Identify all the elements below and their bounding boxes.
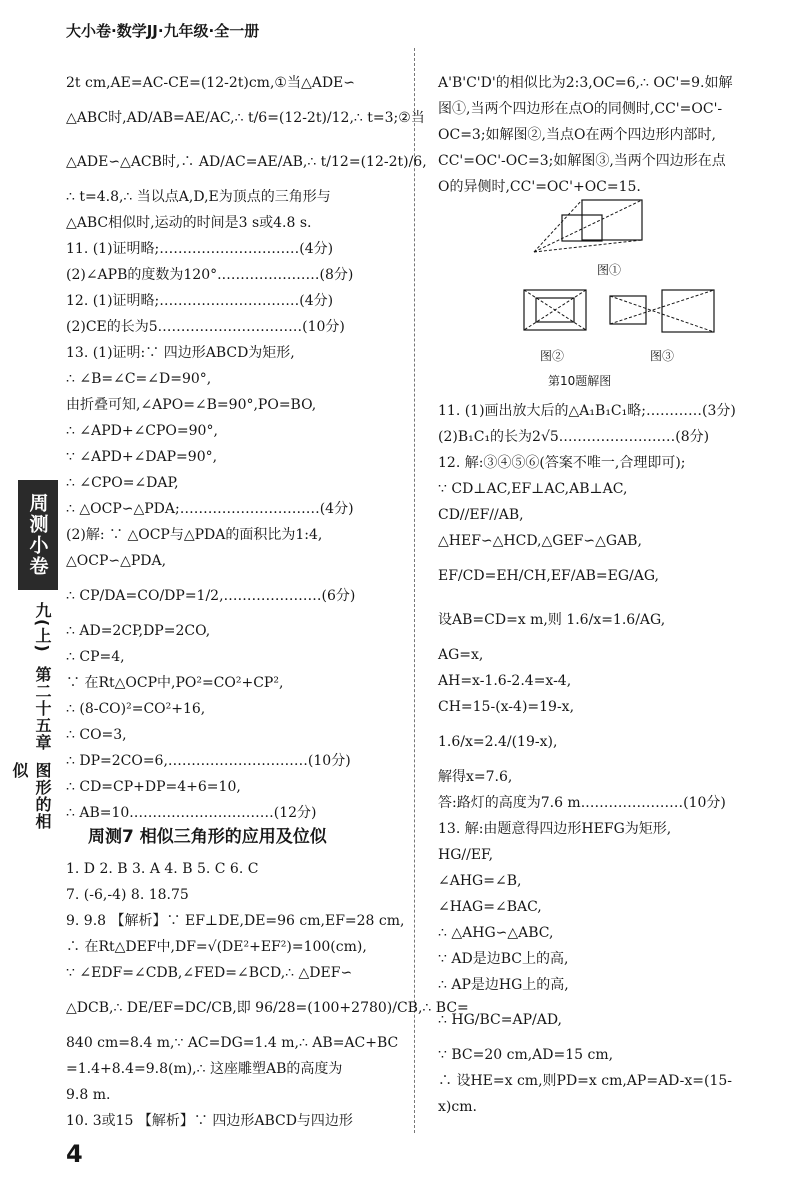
text-line: △ABC相似时,运动的时间是3 s或4.8 s. <box>66 215 312 231</box>
text-line: 2t cm,AE=AC-CE=(12-2t)cm,①当△ADE∽ <box>66 75 355 91</box>
text-line: (2)CE的长为5.…………………………(10分) <box>66 319 345 335</box>
text-line: ∴ CO=3, <box>66 727 127 743</box>
right-column-top <box>438 70 778 200</box>
text-line: (2)B₁C₁的长为2√5.……………………(8分) <box>438 429 710 445</box>
figure-1 <box>534 200 642 277</box>
side-tab-grade: 九(上) <box>33 602 52 653</box>
text-line: ∴ t=4.8,∴ 当以点A,D,E为顶点的三角形与 <box>66 189 331 205</box>
side-tab <box>10 480 62 840</box>
text-line: 10. 3或15 【解析】∵ 四边形ABCD与四边形 <box>66 1113 353 1129</box>
text-line: ∴ AB=10.…………………………(12分) <box>66 805 317 821</box>
text-line: 11. (1)证明略;…………………………(4分) <box>66 241 334 257</box>
figure-3 <box>610 290 714 363</box>
text-line: △DCB,∴ DE/EF=DC/CB,即 96/28=(100+2780)/CB,∴ BC= <box>66 1000 469 1016</box>
text-line: 解得x=7.6, <box>438 769 513 785</box>
text-line: ∴ AD=2CP,DP=2CO, <box>66 623 211 639</box>
text-line: ∴ ∠APD+∠CPO=90°, <box>66 423 218 439</box>
text-line: △ADE∽△ACB时,∴ AD/AC=AE/AB,∴ t/12=(12-2t)/6, <box>66 154 427 170</box>
text-line: 13. (1)证明:∵ 四边形ABCD为矩形, <box>66 345 295 361</box>
text-line: 12. (1)证明略;…………………………(4分) <box>66 293 334 309</box>
figure-caption-2: 图② <box>540 349 565 363</box>
side-tab-topic: 图形的相似 <box>10 762 52 830</box>
text-line: ∵ ∠EDF=∠CDB,∠FED=∠BCD,∴ △DEF∽ <box>66 965 353 981</box>
text-line: ∴ ∠CPO=∠DAP, <box>66 475 179 491</box>
text-line: 1.6/x=2.4/(19-x), <box>438 734 558 750</box>
text-line: 1. D 2. B 3. A 4. B 5. C 6. C <box>66 861 259 877</box>
text-line: AG=x, <box>438 647 484 663</box>
column-divider <box>414 48 415 1133</box>
text-line: ∴ ∠B=∠C=∠D=90°, <box>66 371 212 387</box>
text-line: ∵ 在Rt△OCP中,PO²=CO²+CP², <box>66 675 284 691</box>
text-line: ∠HAG=∠BAC, <box>438 899 542 915</box>
page-number: 4 <box>66 1140 83 1168</box>
text-line: (2)∠APB的度数为120°.…………………(8分) <box>66 267 354 283</box>
text-line: HG//EF, <box>438 847 494 863</box>
text-line: 11. (1)画出放大后的△A₁B₁C₁略;…………(3分) <box>438 403 736 419</box>
text-line: 9. 9.8 【解析】∵ EF⊥DE,DE=96 cm,EF=28 cm, <box>66 913 405 929</box>
text-line: ∴ △AHG∽△ABC, <box>438 925 554 941</box>
text-line: ∴ DP=2CO=6,…………………………(10分) <box>66 753 351 769</box>
text-line: 设AB=CD=x m,则 1.6/x=1.6/AG, <box>438 612 666 628</box>
left-column <box>66 70 427 826</box>
text-line: 840 cm=8.4 m,∵ AC=DG=1.4 m,∴ AB=AC+BC <box>66 1035 399 1051</box>
text-line: ∴ 设HE=x cm,则PD=x cm,AP=AD-x=(15- <box>438 1073 733 1089</box>
text-line: 图①,当两个四边形在点O的同侧时,CC'=OC'- <box>438 101 723 117</box>
section-title: 周测7 相似三角形的应用及位似 <box>88 827 327 847</box>
figure-2 <box>524 290 586 363</box>
right-column-answers <box>438 398 778 1120</box>
text-line: ∴ (8-CO)²=CO²+16, <box>66 701 206 717</box>
figure-caption-3: 图③ <box>650 349 675 363</box>
text-line: △HEF∽△HCD,△GEF∽△GAB, <box>438 533 642 549</box>
solution-figure <box>522 190 722 390</box>
text-line: (2)解: ∵ △OCP与△PDA的面积比为1:4, <box>66 527 323 543</box>
text-line: ∴ CD=CP+DP=4+6=10, <box>66 779 241 795</box>
figure-title: 第10题解图 <box>548 374 612 388</box>
running-header: 大小卷·数学JJ·九年级·全一册 <box>66 22 260 40</box>
text-line: 13. 解:由题意得四边形HEFG为矩形, <box>438 821 672 837</box>
text-line: ∵ BC=20 cm,AD=15 cm, <box>438 1047 614 1063</box>
text-line: A'B'C'D'的相似比为2:3,OC=6,∴ OC'=9.如解 <box>438 75 733 91</box>
side-tab-block: 周测小卷 <box>18 480 58 590</box>
text-line: O的异侧时,CC'=OC'+OC=15. <box>438 179 641 195</box>
text-line: ∴ CP/DA=CO/DP=1/2,…………………(6分) <box>66 588 356 604</box>
text-line: 7. (-6,-4) 8. 18.75 <box>66 887 189 903</box>
text-line: x)cm. <box>438 1099 477 1115</box>
text-line: 9.8 m. <box>66 1087 111 1103</box>
text-line: ∵ ∠APD+∠DAP=90°, <box>66 449 218 465</box>
text-line: AH=x-1.6-2.4=x-4, <box>438 673 572 689</box>
text-line: ∴ CP=4, <box>66 649 125 665</box>
side-tab-chapter: 第二十五章 <box>33 666 52 751</box>
text-line: ∴ △OCP∽△PDA;…………………………(4分) <box>66 501 354 517</box>
text-line: ∴ 在Rt△DEF中,DF=√(DE²+EF²)=100(cm), <box>66 939 367 955</box>
text-line: =1.4+8.4=9.8(m),∴ 这座雕塑AB的高度为 <box>66 1061 343 1077</box>
text-line: 12. 解:③④⑤⑥(答案不唯一,合理即可); <box>438 455 686 471</box>
text-line: 由折叠可知,∠APO=∠B=90°,PO=BO, <box>66 397 317 413</box>
text-line: ∠AHG=∠B, <box>438 873 522 889</box>
text-line: CD//EF//AB, <box>438 507 524 523</box>
text-line: △ABC时,AD/AB=AE/AC,∴ t/6=(12-2t)/12,∴ t=3;②当 <box>66 110 425 126</box>
text-line: CC'=OC'-OC=3;如解图③,当两个四边形在点 <box>438 153 726 169</box>
text-line: CH=15-(x-4)=19-x, <box>438 699 575 715</box>
text-line: OC=3;如解图②,当点O在两个四边形内部时, <box>438 127 716 143</box>
text-line: EF/CD=EH/CH,EF/AB=EG/AG, <box>438 568 659 584</box>
text-line: 答:路灯的高度为7.6 m.…………………(10分) <box>438 795 726 811</box>
text-line: △OCP∽△PDA, <box>66 553 167 569</box>
text-line: ∴ AP是边HG上的高, <box>438 977 569 993</box>
text-line: ∴ HG/BC=AP/AD, <box>438 1012 562 1028</box>
figure-caption-1: 图① <box>597 263 622 277</box>
text-line: ∵ CD⊥AC,EF⊥AC,AB⊥AC, <box>438 481 628 497</box>
text-line: ∵ AD是边BC上的高, <box>438 951 569 967</box>
